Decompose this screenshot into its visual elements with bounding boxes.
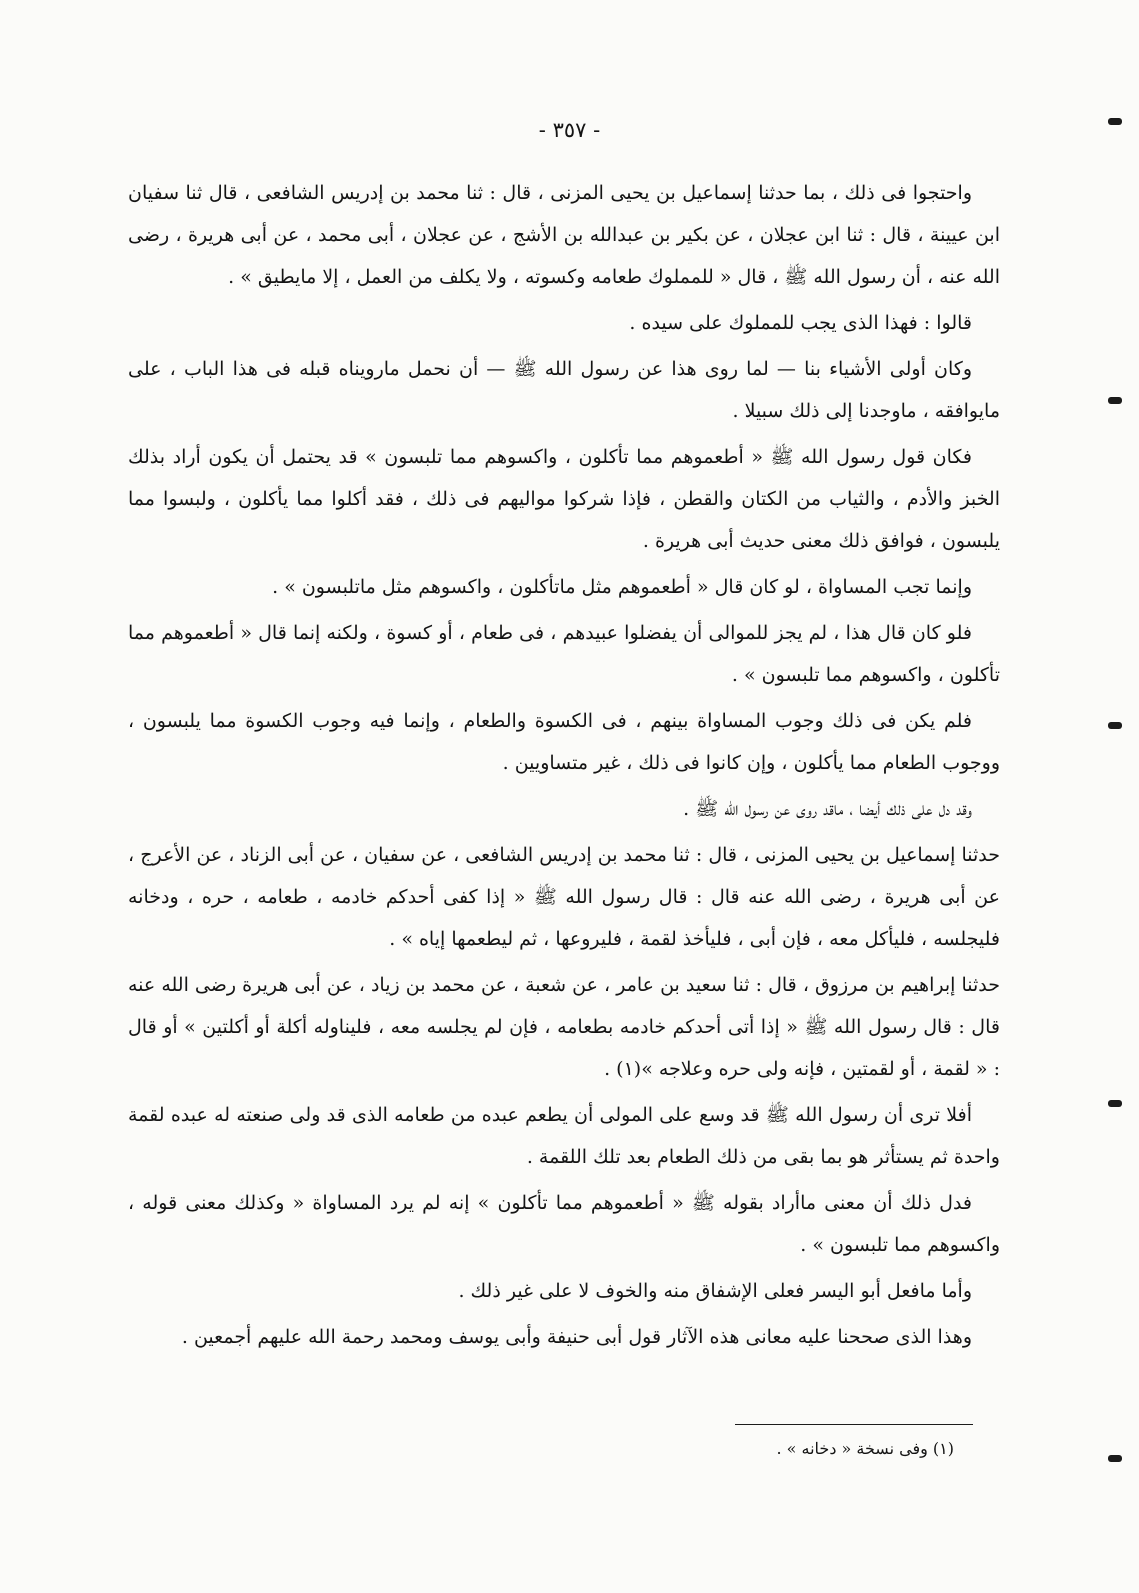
paragraph: وقد دل على ذلك أيضا ، ماقد روى عن رسول الله ﷺ . bbox=[683, 798, 972, 820]
page-edge-mark bbox=[1108, 722, 1122, 729]
page-edge-mark bbox=[1108, 118, 1122, 125]
footnote: (١) وفى نسخة « دخانه » . bbox=[776, 1439, 954, 1458]
footnote-separator bbox=[735, 1424, 973, 1425]
page-edge-mark bbox=[1108, 1100, 1122, 1107]
page-edge-mark bbox=[1108, 1455, 1122, 1462]
page-edge-mark bbox=[1108, 397, 1122, 404]
page-number: - ٣٥٧ - bbox=[538, 118, 601, 142]
paragraph: فلم يكن فى ذلك وجوب المساواة بينهم ، فى الكسوة والطعام ، وإنما فيه وجوب الكسوة مما يلبسون ، ووجوب الطعام مما يأكلون ، وإن كانوا فى ذلك ، غير متساويين . bbox=[128, 710, 1000, 774]
body-text bbox=[128, 172, 1000, 1362]
paragraph: واحتجوا فى ذلك ، بما حدثنا إسماعيل بن يحيى المزنى ، قال : ثنا محمد بن إدريس الشافعى ، قال ثنا سفيان ابن عيينة ، قال : ثنا ابن عجلان ، عن بكير بن عبدالله بن الأشج ، عن عجلان ، أبى محمد ، عن أبى هريرة ، رضى الله عنه ، أن رسول الله ﷺ ، قال « للمملوك طعامه وكسوته ، ولا يكلف من العمل ، إلا مايطيق » . bbox=[128, 182, 1000, 288]
paragraph: فكان قول رسول الله ﷺ « أطعموهم مما تأكلون ، واكسوهم مما تلبسون » قد يحتمل أن يكون أراد بذلك الخبز والأدم ، والثياب من الكتان والقطن ، فإذا شركوا مواليهم فى ذلك ، فقد أكلوا مما يأكلون ، ولبسوا مما يلبسون ، فوافق ذلك معنى حديث أبى هريرة . bbox=[128, 446, 1000, 552]
paragraph: وإنما تجب المساواة ، لو كان قال « أطعموهم مثل ماتأكلون ، واكسوهم مثل ماتلبسون » . bbox=[272, 576, 972, 598]
paragraph: وأما مافعل أبو اليسر فعلى الإشفاق منه والخوف لا على غير ذلك . bbox=[458, 1280, 972, 1302]
paragraph: فدل ذلك أن معنى ماأراد بقوله ﷺ « أطعموهم مما تأكلون » إنه لم يرد المساواة « وكذلك معنى قوله ، واكسوهم مما تلبسون » . bbox=[128, 1192, 1000, 1256]
paragraph: قالوا : فهذا الذى يجب للمملوك على سيده . bbox=[629, 312, 972, 334]
paragraph: وهذا الذى صححنا عليه معانى هذه الآثار قول أبى حنيفة وأبى يوسف ومحمد رحمة الله عليهم أجمعين . bbox=[181, 1326, 972, 1348]
paragraph: فلو كان قال هذا ، لم يجز للموالى أن يفضلوا عبيدهم ، فى طعام ، أو كسوة ، ولكنه إنما قال « أطعموهم مما تأكلون ، واكسوهم مما تلبسون » . bbox=[128, 622, 1000, 686]
hadith-paragraph: حدثنا إسماعيل بن يحيى المزنى ، قال : ثنا محمد بن إدريس الشافعى ، عن سفيان ، عن أبى الزناد ، عن الأعرج ، عن أبى هريرة ، رضى الله عنه قال : قال رسول الله ﷺ « إذا كفى أحدكم خادمه ، طعامه ، حره ، ودخانه فليجلسه ، فليأكل معه ، فإن أبى ، فليأخذ لقمة ، فليروعها ، ثم ليطعمها إياه » . bbox=[128, 844, 1000, 950]
paragraph: وكان أولى الأشياء بنا — لما روى هذا عن رسول الله ﷺ — أن نحمل مارويناه قبله فى هذا الباب ، على مايوافقه ، ماوجدنا إلى ذلك سبيلا . bbox=[128, 358, 1000, 422]
hadith-paragraph: حدثنا إبراهيم بن مرزوق ، قال : ثنا سعيد بن عامر ، عن شعبة ، عن محمد بن زياد ، عن أبى هريرة رضى الله عنه قال : قال رسول الله ﷺ « إذا أتى أحدكم خادمه بطعامه ، فإن لم يجلسه معه ، فليناوله أكلة أو أكلتين » أو قال : « لقمة ، أو لقمتين ، فإنه ولى حره وعلاجه »(١) . bbox=[128, 974, 1000, 1080]
paragraph: أفلا ترى أن رسول الله ﷺ قد وسع على المولى أن يطعم عبده من طعامه الذى قد ولى صنعته له عبده لقمة واحدة ثم يستأثر هو بما بقى من ذلك الطعام بعد تلك اللقمة . bbox=[128, 1104, 1000, 1168]
